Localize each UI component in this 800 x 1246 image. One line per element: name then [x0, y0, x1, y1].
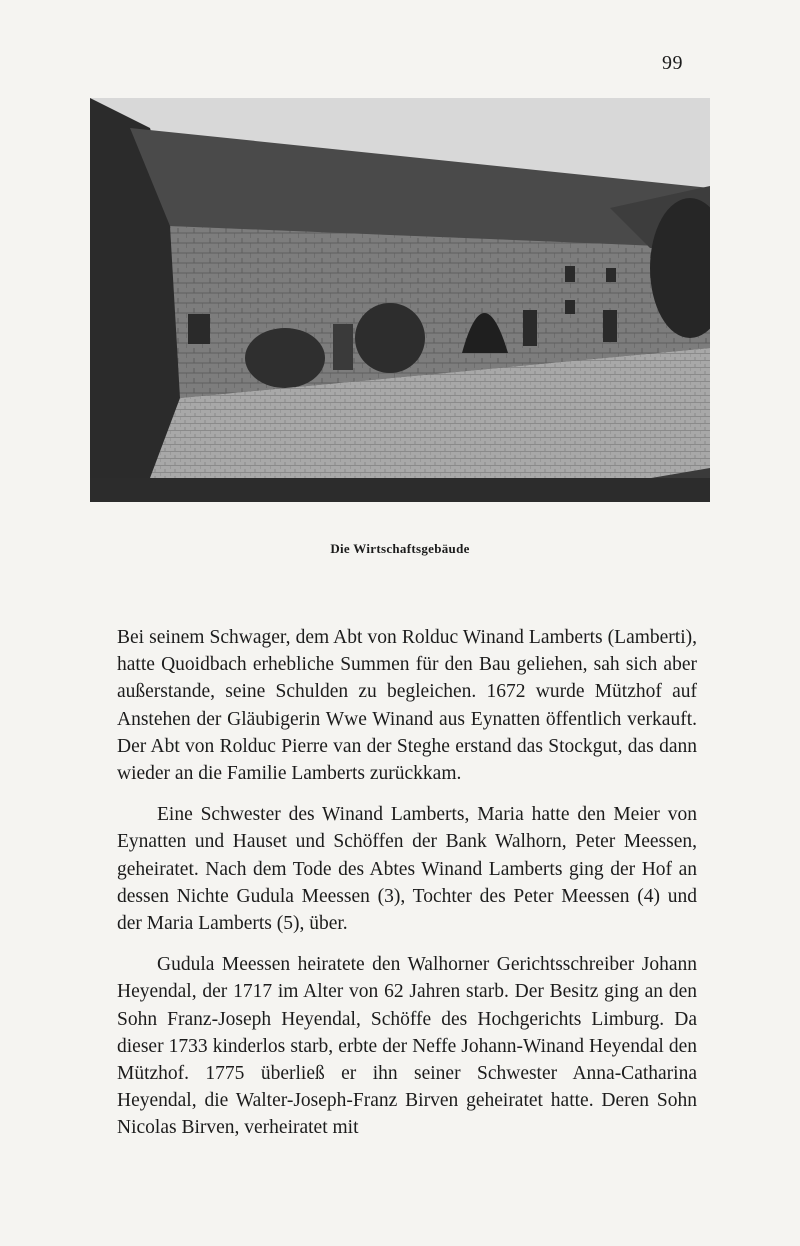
paragraph-3: Gudula Meessen heiratete den Walhorner Gerichtsschreiber Johann Heyendal, der 1717 im Alter von 62 Jahren starb. Der Besitz ging an den Sohn Franz-Joseph Heyendal, Schöffe des Hochgerichts Limburg. Da dieser 1733 kinderlos starb, erbte der Neffe Johann-Winand Heyendal den Mützhof. 1775 überließ er ihn seiner Schwester Anna-Catharina Heyendal, die Walter-Joseph-Franz Birven geheiratet hatte. Deren Sohn Nicolas Birven, verheiratet mit — [117, 954, 697, 1139]
paragraph-2: Eine Schwester des Winand Lamberts, Maria hatte den Meier von Eynatten und Hauset und Schöffen der Bank Walhorn, Peter Meessen, geheiratet. Nach dem Tode des Abtes Winand Lamberts ging der Hof an dessen Nichte Gudula Meessen (3), Tochter des Peter Meessen (4) und der Maria Lamberts (5), über. — [117, 804, 697, 935]
paragraph-1: Bei seinem Schwager, dem Abt von Rolduc Winand Lamberts (Lamberti), hatte Quoidbach erhebliche Summen für den Bau geliehen, sah sich aber außerstande, seine Schulden zu begleichen. 1672 wurde Mützhof auf Anstehen der Gläubigerin Wwe Winand aus Eynatten öffentlich verkauft. Der Abt von Rolduc Pierre van der Steghe erstand das Stockgut, das dann wieder an die Familie Lamberts zurückkam. — [117, 627, 697, 785]
figure-caption: Die Wirtschaftsgebäude — [330, 541, 470, 556]
page-number: 99 — [662, 52, 683, 74]
farm-buildings-photo — [90, 98, 710, 502]
body-text — [117, 624, 697, 1156]
